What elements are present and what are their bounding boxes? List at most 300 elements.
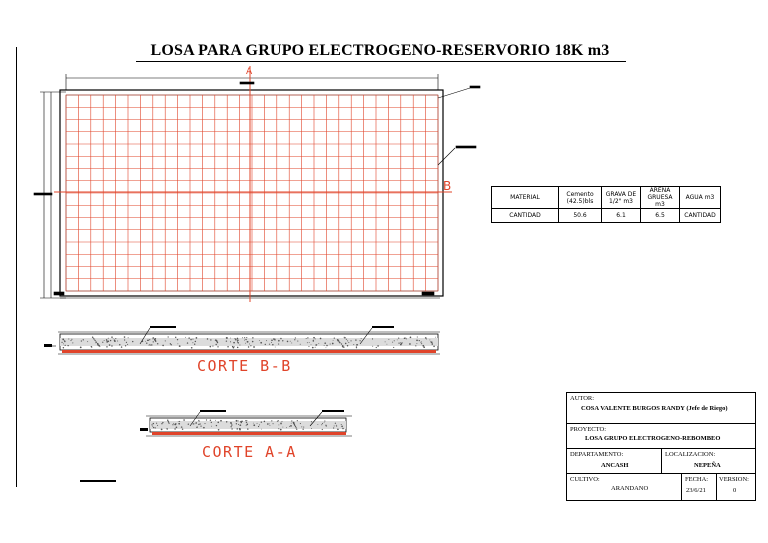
concrete-aggregate [419, 340, 420, 341]
concrete-aggregate [332, 343, 334, 345]
concrete-aggregate [68, 338, 69, 339]
concrete-aggregate [236, 428, 238, 430]
concrete-aggregate [253, 346, 255, 348]
concrete-aggregate [242, 337, 243, 338]
concrete-aggregate [345, 343, 347, 345]
concrete-aggregate [398, 338, 399, 339]
concrete-aggregate [165, 340, 166, 341]
concrete-aggregate [252, 337, 253, 338]
concrete-aggregate [334, 338, 335, 339]
concrete-aggregate [361, 338, 362, 339]
concrete-aggregate [152, 338, 153, 339]
concrete-aggregate [192, 339, 193, 340]
materials-table [491, 186, 721, 223]
scale-bar [80, 480, 116, 482]
concrete-aggregate [72, 342, 73, 343]
concrete-aggregate [206, 419, 207, 420]
concrete-aggregate [246, 425, 247, 426]
concrete-aggregate [246, 337, 247, 338]
concrete-aggregate [324, 342, 326, 344]
concrete-aggregate [158, 343, 159, 344]
localizacion-value: NEPEÑA [694, 462, 721, 469]
concrete-aggregate [400, 344, 402, 346]
concrete-aggregate [417, 336, 418, 337]
concrete-aggregate [302, 428, 303, 429]
concrete-aggregate [416, 343, 417, 344]
concrete-aggregate [237, 341, 238, 342]
concrete-aggregate [195, 422, 197, 424]
concrete-aggregate [149, 345, 150, 346]
concrete-aggregate [260, 342, 262, 344]
concrete-aggregate [309, 342, 310, 343]
concrete-aggregate [198, 424, 199, 425]
concrete-aggregate [295, 426, 296, 427]
version-label: VERSION: [719, 476, 749, 483]
tb-proyecto-row [567, 424, 755, 449]
proyecto-value: LOSA GRUPO ELECTROGENO-REBOMBEO [585, 435, 721, 442]
concrete-aggregate [173, 423, 174, 424]
concrete-aggregate [196, 337, 198, 339]
concrete-aggregate [238, 424, 239, 425]
concrete-aggregate [424, 346, 425, 347]
concrete-aggregate [190, 339, 192, 341]
concrete-aggregate [280, 429, 282, 431]
concrete-aggregate [347, 345, 348, 346]
concrete-aggregate [313, 337, 315, 339]
concrete-aggregate [315, 347, 316, 348]
concrete-aggregate [220, 420, 222, 422]
header-agua: AGUA m3 [680, 187, 721, 209]
concrete-aggregate [71, 339, 72, 340]
concrete-aggregate [300, 344, 301, 345]
drawing-title: LOSA PARA GRUPO ELECTROGENO-RESERVORIO 18K m3 [150, 42, 610, 59]
concrete-aggregate [315, 338, 316, 339]
concrete-aggregate [297, 420, 298, 421]
concrete-aggregate [326, 345, 328, 347]
concrete-aggregate [336, 426, 337, 427]
cell-grava-value: 6.1 [602, 209, 641, 223]
concrete-aggregate [333, 427, 334, 428]
concrete-aggregate [280, 338, 282, 340]
concrete-aggregate [303, 427, 304, 428]
concrete-aggregate [155, 338, 156, 339]
concrete-aggregate [146, 343, 147, 344]
concrete-aggregate [234, 346, 235, 347]
concrete-aggregate [353, 344, 354, 345]
concrete-aggregate [95, 340, 96, 341]
concrete-aggregate [177, 339, 178, 340]
concrete-aggregate [405, 338, 406, 339]
concrete-aggregate [269, 423, 270, 424]
concrete-aggregate [149, 339, 150, 340]
localizacion-label: LOCALIZACION: [665, 451, 716, 458]
concrete-aggregate [91, 347, 92, 348]
concrete-aggregate [404, 338, 406, 340]
concrete-aggregate [153, 423, 154, 424]
concrete-aggregate [217, 422, 219, 424]
concrete-aggregate [230, 422, 232, 424]
concrete-aggregate [258, 426, 259, 427]
concrete-aggregate [415, 345, 416, 346]
proyecto-label: PROYECTO: [570, 426, 606, 433]
concrete-aggregate [334, 425, 335, 426]
concrete-aggregate [286, 427, 287, 428]
concrete-aggregate [93, 337, 94, 338]
concrete-aggregate [194, 344, 195, 345]
concrete-aggregate [261, 429, 262, 430]
concrete-aggregate [125, 345, 126, 346]
concrete-aggregate [247, 424, 248, 425]
concrete-aggregate [168, 336, 169, 337]
tb-autor-row [567, 393, 755, 424]
concrete-aggregate [307, 337, 308, 338]
concrete-aggregate [169, 423, 170, 424]
concrete-aggregate [230, 341, 231, 342]
concrete-aggregate [346, 339, 347, 340]
concrete-aggregate [211, 422, 212, 423]
cell-arena-value: 6.5 [641, 209, 680, 223]
concrete-aggregate [240, 428, 241, 429]
concrete-aggregate [297, 341, 298, 342]
concrete-aggregate [126, 342, 127, 343]
concrete-aggregate [239, 424, 241, 426]
concrete-aggregate [416, 339, 418, 341]
concrete-aggregate [301, 426, 302, 427]
concrete-aggregate [294, 425, 295, 426]
concrete-aggregate [245, 339, 246, 340]
concrete-aggregate [162, 345, 164, 347]
concrete-aggregate [253, 424, 255, 426]
concrete-aggregate [311, 428, 312, 429]
concrete-aggregate [153, 338, 154, 339]
concrete-aggregate [170, 343, 171, 344]
concrete-aggregate [65, 345, 66, 346]
concrete-aggregate [336, 425, 337, 426]
concrete-aggregate [376, 347, 377, 348]
concrete-aggregate [172, 424, 173, 425]
concrete-aggregate [377, 345, 379, 347]
concrete-aggregate [322, 423, 323, 424]
concrete-aggregate [178, 423, 180, 425]
concrete-aggregate [175, 337, 176, 338]
concrete-aggregate [252, 341, 254, 343]
concrete-aggregate [168, 422, 169, 423]
concrete-aggregate [110, 340, 111, 341]
concrete-aggregate [115, 338, 116, 339]
concrete-aggregate [96, 342, 97, 343]
cultivo-cell [567, 474, 682, 500]
concrete-aggregate [324, 345, 325, 346]
concrete-aggregate [342, 426, 343, 427]
concrete-aggregate [233, 342, 235, 344]
concrete-aggregate [296, 429, 297, 430]
concrete-aggregate [97, 345, 98, 346]
concrete-aggregate [230, 426, 231, 427]
concrete-aggregate [435, 337, 436, 338]
concrete-aggregate [333, 340, 334, 341]
concrete-aggregate [176, 426, 178, 428]
concrete-aggregate [245, 343, 246, 344]
concrete-aggregate [150, 345, 151, 346]
section-b-b-drawing [44, 326, 440, 354]
concrete-aggregate [295, 337, 296, 338]
concrete-aggregate [342, 428, 344, 430]
concrete-aggregate [355, 339, 356, 340]
materials-quantity-row [492, 209, 721, 223]
concrete-aggregate [387, 344, 388, 345]
concrete-aggregate [231, 428, 232, 429]
concrete-aggregate [246, 422, 247, 423]
concrete-aggregate [212, 345, 213, 346]
concrete-aggregate [94, 339, 95, 340]
concrete-aggregate [295, 427, 296, 428]
fecha-cell [682, 474, 717, 500]
concrete-aggregate [265, 344, 266, 345]
concrete-aggregate [233, 347, 235, 349]
concrete-aggregate [318, 343, 319, 344]
concrete-aggregate [117, 340, 118, 341]
concrete-aggregate [185, 337, 186, 338]
concrete-aggregate [402, 342, 403, 343]
concrete-aggregate [287, 341, 289, 343]
concrete-aggregate [398, 342, 399, 343]
concrete-aggregate [421, 343, 422, 344]
concrete-aggregate [238, 342, 239, 343]
concrete-aggregate [388, 339, 389, 340]
tb-bottom-row [567, 474, 755, 500]
concrete-aggregate [104, 340, 105, 341]
section-mark-b: B [443, 179, 452, 193]
concrete-aggregate [70, 340, 71, 341]
concrete-aggregate [108, 340, 110, 342]
tb-location-row [567, 449, 755, 474]
concrete-aggregate [259, 340, 260, 341]
header-cemento: Cemento (42.5)bls [559, 187, 602, 209]
concrete-aggregate [128, 337, 129, 338]
departamento-label: DEPARTAMENTO: [570, 451, 624, 458]
concrete-aggregate [210, 420, 211, 421]
concrete-aggregate [337, 340, 339, 342]
concrete-aggregate [311, 421, 312, 422]
concrete-aggregate [238, 420, 239, 421]
concrete-aggregate [175, 423, 177, 425]
slab-plan [34, 66, 480, 302]
concrete-aggregate [397, 339, 398, 340]
concrete-aggregate [226, 340, 227, 341]
concrete-aggregate [151, 424, 152, 425]
concrete-aggregate [64, 341, 65, 342]
concrete-aggregate [313, 340, 315, 342]
concrete-aggregate [111, 336, 113, 338]
concrete-aggregate [272, 344, 273, 345]
localizacion-cell [662, 449, 755, 473]
plan-dimension-lines [40, 74, 440, 298]
concrete-aggregate [109, 344, 111, 346]
concrete-aggregate [271, 339, 273, 341]
rebar-grid [66, 95, 438, 291]
concrete-aggregate [431, 341, 433, 343]
concrete-aggregate [87, 341, 88, 342]
concrete-aggregate [63, 347, 64, 348]
concrete-aggregate [200, 426, 201, 427]
concrete-aggregate [326, 425, 327, 426]
section-mark-a: A [246, 67, 253, 77]
concrete-aggregate [226, 421, 227, 422]
concrete-aggregate [207, 338, 208, 339]
concrete-aggregate [275, 340, 276, 341]
concrete-aggregate [61, 342, 62, 343]
concrete-aggregate [181, 426, 182, 427]
concrete-aggregate [317, 424, 318, 425]
concrete-aggregate [108, 338, 109, 339]
concrete-aggregate [199, 421, 200, 422]
concrete-aggregate [210, 346, 212, 348]
concrete-aggregate [290, 425, 292, 427]
concrete-aggregate [372, 346, 373, 347]
concrete-aggregate [119, 344, 120, 345]
concrete-aggregate [257, 423, 258, 424]
concrete-aggregate [281, 421, 282, 422]
concrete-aggregate [191, 347, 193, 349]
concrete-aggregate [291, 423, 292, 424]
concrete-aggregate [199, 423, 200, 424]
concrete-aggregate [153, 427, 154, 428]
materials-header-row [492, 187, 721, 209]
concrete-aggregate [253, 423, 254, 424]
concrete-aggregate [342, 346, 344, 348]
concrete-aggregate [67, 345, 68, 346]
concrete-aggregate [266, 340, 267, 341]
concrete-aggregate [230, 338, 231, 339]
concrete-aggregate [273, 338, 275, 340]
concrete-aggregate [239, 344, 240, 345]
concrete-aggregate [210, 339, 211, 340]
concrete-aggregate [312, 347, 314, 349]
concrete-aggregate [282, 340, 283, 341]
concrete-aggregate [244, 340, 245, 341]
concrete-aggregate [267, 423, 269, 425]
concrete-aggregate [81, 340, 82, 341]
concrete-aggregate [204, 423, 205, 424]
concrete-aggregate [215, 344, 216, 345]
concrete-aggregate [217, 346, 218, 347]
concrete-aggregate [240, 422, 242, 424]
concrete-aggregate [409, 343, 411, 345]
concrete-aggregate [433, 346, 435, 348]
concrete-aggregate [188, 424, 189, 425]
concrete-aggregate [392, 342, 393, 343]
concrete-aggregate [426, 338, 427, 339]
concrete-aggregate [231, 424, 233, 426]
cell-agua-value: CANTIDAD [680, 209, 721, 223]
concrete-aggregate [289, 426, 290, 427]
concrete-aggregate [236, 423, 237, 424]
concrete-aggregate [324, 420, 325, 421]
concrete-aggregate [63, 343, 64, 344]
concrete-aggregate [271, 420, 272, 421]
section-b-b-base [62, 350, 436, 353]
concrete-aggregate [127, 344, 128, 345]
concrete-aggregate [244, 337, 245, 338]
concrete-aggregate [300, 423, 301, 424]
concrete-aggregate [335, 423, 336, 424]
concrete-aggregate [344, 337, 345, 338]
concrete-aggregate [246, 420, 247, 421]
concrete-aggregate [157, 425, 158, 426]
concrete-aggregate [237, 347, 239, 349]
concrete-aggregate [291, 420, 292, 421]
concrete-aggregate [421, 341, 422, 342]
concrete-aggregate [264, 421, 266, 423]
concrete-aggregate [132, 341, 133, 342]
concrete-aggregate [114, 340, 115, 341]
concrete-aggregate [216, 425, 217, 426]
header-material: MATERIAL [492, 187, 559, 209]
concrete-aggregate [359, 340, 360, 341]
header-grava: GRAVA DE 1/2" m3 [602, 187, 641, 209]
departamento-cell [567, 449, 662, 473]
concrete-aggregate [308, 346, 309, 347]
concrete-aggregate [196, 427, 197, 428]
concrete-aggregate [356, 347, 357, 348]
concrete-aggregate [269, 344, 270, 345]
section-b-b-label: CORTE B-B [197, 357, 292, 375]
concrete-aggregate [322, 429, 323, 430]
concrete-aggregate [161, 429, 163, 431]
concrete-aggregate [177, 343, 178, 344]
concrete-aggregate [216, 340, 218, 342]
concrete-aggregate [182, 428, 183, 429]
concrete-aggregate [348, 342, 349, 343]
concrete-aggregate [278, 343, 279, 344]
concrete-aggregate [192, 342, 193, 343]
concrete-aggregate [425, 337, 427, 339]
concrete-aggregate [315, 344, 317, 346]
concrete-aggregate [62, 339, 64, 341]
concrete-aggregate [203, 427, 205, 429]
concrete-aggregate [183, 419, 185, 421]
section-a-a-base [152, 432, 346, 435]
concrete-aggregate [337, 428, 339, 430]
concrete-aggregate [247, 341, 248, 342]
concrete-aggregate [245, 420, 246, 421]
concrete-aggregate [270, 425, 271, 426]
concrete-aggregate [420, 342, 421, 343]
concrete-aggregate [393, 347, 394, 348]
concrete-aggregate [248, 346, 249, 347]
concrete-aggregate [324, 422, 325, 423]
concrete-aggregate [167, 429, 168, 430]
concrete-aggregate [215, 420, 216, 421]
section-a-a-label: CORTE A-A [202, 443, 297, 461]
header-arena: ARENA GRUESA m3 [641, 187, 680, 209]
concrete-aggregate [271, 342, 272, 343]
concrete-aggregate [179, 345, 181, 347]
concrete-aggregate [294, 339, 295, 340]
fecha-label: FECHA: [685, 476, 709, 483]
concrete-aggregate [259, 424, 260, 425]
concrete-aggregate [350, 340, 351, 341]
concrete-aggregate [326, 347, 327, 348]
concrete-aggregate [311, 344, 312, 345]
concrete-aggregate [156, 423, 157, 424]
concrete-aggregate [187, 342, 188, 343]
concrete-aggregate [277, 421, 278, 422]
concrete-aggregate [307, 342, 308, 343]
concrete-aggregate [121, 346, 122, 347]
concrete-aggregate [278, 340, 280, 342]
concrete-aggregate [321, 424, 322, 425]
